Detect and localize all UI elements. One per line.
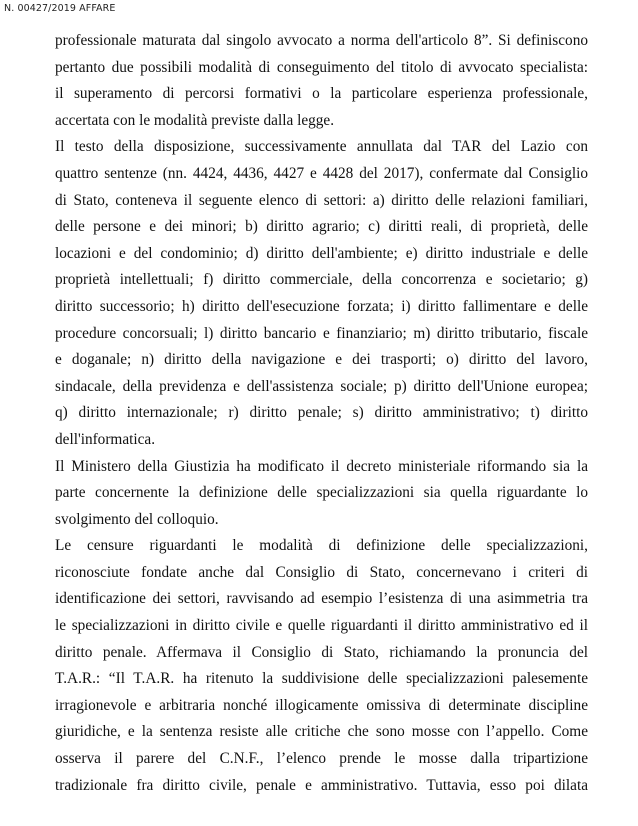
text-line: Il Ministero della Giustizia ha modificato il decreto ministeriale riformando sia la <box>55 457 588 475</box>
text-line: tradizionale fra diritto civile, penale e amministrativo. Tuttavia, esso poi dilata <box>55 776 588 794</box>
text-line: osserva il parere del C.N.F., l’elenco prende le mosse dalla tripartizione <box>55 750 588 768</box>
text-line: diritto penale. Affermava il Consiglio di Stato, richiamando la pronuncia del <box>55 643 588 661</box>
text-line: accertata con le modalità previste dalla legge. <box>55 111 335 129</box>
document-body <box>55 28 588 799</box>
paragraph-4 <box>55 533 588 799</box>
text-line: procedure concorsuali; l) diritto bancario e finanziario; m) diritto tributario, fiscale <box>55 324 588 342</box>
text-line: Le censure riguardanti le modalità di definizione delle specializzazioni, <box>55 537 588 555</box>
text-line: dell'informatica. <box>55 430 156 448</box>
text-line: quattro sentenze (nn. 4424, 4436, 4427 e 4428 del 2017), confermate dal Consiglio <box>55 164 588 182</box>
text-line: delle persone e dei minori; b) diritto agrario; c) diritti reali, di proprietà, delle <box>55 218 588 236</box>
paragraph-3 <box>55 454 588 534</box>
text-line: giuridiche, e la sentenza resiste alle critiche che sono mosse con l’appello. Come <box>55 723 588 741</box>
text-line: parte concernente la definizione delle specializzazioni sia quella riguardante lo <box>55 484 588 502</box>
text-line: irragionevole e arbitraria nonché illogicamente omissiva di determinate discipline <box>55 696 588 714</box>
text-line: riconosciute fondate anche dal Consiglio di Stato, concernevano i criteri di <box>55 563 588 581</box>
text-line: il superamento di percorsi formativi o la particolare esperienza professionale, <box>55 85 588 103</box>
text-line: Il testo della disposizione, successivamente annullata dal TAR del Lazio con <box>55 138 588 156</box>
paragraph-2 <box>55 134 588 453</box>
paragraph-1 <box>55 28 588 134</box>
text-line: sindacale, della previdenza e dell'assistenza sociale; p) diritto dell'Unione europea; <box>55 377 588 395</box>
text-line: diritto successorio; h) diritto dell'esecuzione forzata; i) diritto fallimentare e delle <box>55 297 588 315</box>
text-line: professionale maturata dal singolo avvocato a norma dell'articolo 8”. Si definiscono <box>55 32 588 49</box>
text-line: T.A.R.: “Il T.A.R. ha ritenuto la suddivisione delle specializzazioni palesemente <box>55 670 588 688</box>
text-line: le specializzazioni in diritto civile e quelle riguardanti il diritto amministrativo ed il <box>55 617 588 635</box>
text-line: locazioni e del condominio; d) diritto dell'ambiente; e) diritto industriale e delle <box>55 244 588 262</box>
text-line: identificazione dei settori, ravvisando ad esempio l’esistenza di una asimmetria tra <box>55 590 588 608</box>
text-line: proprietà intellettuali; f) diritto commerciale, della concorrenza e societario; g) <box>55 271 588 289</box>
text-line: pertanto due possibili modalità di conseguimento del titolo di avvocato specialista: <box>55 58 588 76</box>
text-line: svolgimento del colloquio. <box>55 510 219 528</box>
text-line: di Stato, conteneva il seguente elenco di settori: a) diritto delle relazioni familiari, <box>55 191 588 209</box>
document-id-header: N. 00427/2019 AFFARE <box>4 3 116 14</box>
text-line: q) diritto internazionale; r) diritto penale; s) diritto amministrativo; t) diritto <box>55 404 588 422</box>
text-line: e doganale; n) diritto della navigazione e dei trasporti; o) diritto del lavoro, <box>55 351 588 369</box>
